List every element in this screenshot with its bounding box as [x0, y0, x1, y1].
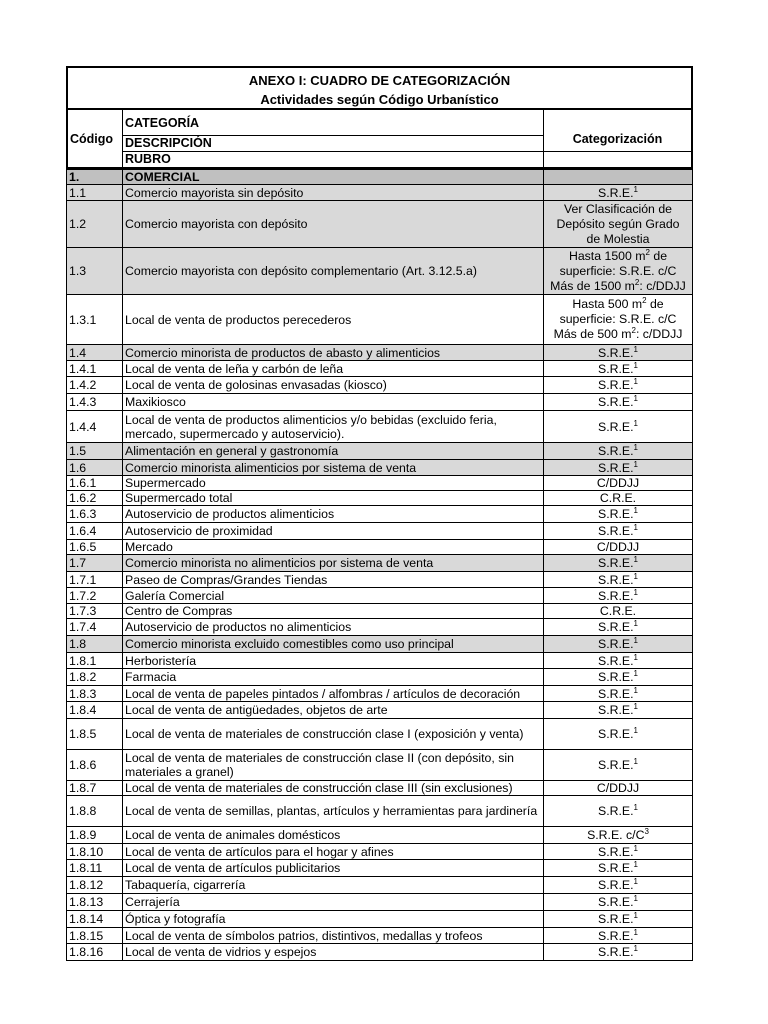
- categorization-value: S.R.E.: [598, 460, 634, 475]
- categorization-line: [546, 297, 690, 312]
- categorization-value: C.R.E.: [599, 491, 637, 505]
- row-description: Óptica y fotografía: [123, 911, 544, 928]
- header-categoria: CATEGORÍA: [125, 116, 200, 130]
- footnote-marker: 1: [633, 360, 638, 370]
- table-row: [67, 719, 693, 750]
- categorization-value: S.R.E.: [598, 686, 634, 701]
- table-row: [67, 394, 693, 411]
- footnote-marker: 1: [633, 701, 638, 711]
- table-row: [67, 170, 693, 185]
- categorization-value: S.R.E.: [598, 378, 634, 392]
- row-description: Autoservicio de productos alimenticios: [123, 506, 544, 523]
- table-row: [67, 604, 693, 619]
- row-categorization: [544, 844, 693, 860]
- row-categorization: [544, 248, 693, 295]
- row-code: 1.8.8: [67, 796, 123, 827]
- header-categoria-group: [123, 110, 543, 167]
- row-code: 1.2: [67, 201, 123, 248]
- row-description: Local de venta de semillas, plantas, artículos y herramientas para jardinería: [123, 796, 544, 827]
- table-row: [67, 491, 693, 506]
- row-description: Comercio minorista alimenticios por sistema de venta: [123, 460, 544, 476]
- row-description: Local de venta de materiales de construcción clase III (sin exclusiones): [123, 781, 544, 796]
- footnote-marker: 1: [633, 571, 638, 581]
- row-categorization: [544, 860, 693, 877]
- row-code: 1.8: [67, 636, 123, 653]
- categorization-value: S.R.E.: [598, 572, 634, 587]
- categorization-line: [546, 249, 690, 264]
- row-categorization: [544, 411, 693, 443]
- row-categorization: [544, 944, 693, 961]
- row-code: 1.8.2: [67, 669, 123, 686]
- document-subtitle: Actividades según Código Urbanístico: [260, 92, 499, 107]
- footnote-marker: 1: [633, 859, 638, 869]
- table-row: [67, 928, 693, 944]
- row-code: 1.8.15: [67, 928, 123, 944]
- superscript: 2: [642, 295, 647, 305]
- table-row: [67, 686, 693, 702]
- categorization-line: [546, 327, 690, 342]
- table-row: [67, 877, 693, 894]
- table-row: [67, 411, 693, 443]
- categorization-text: Hasta 500 m: [572, 297, 643, 311]
- row-description: Comercio mayorista con depósito: [123, 201, 544, 248]
- row-description: Tabaquería, cigarrería: [123, 877, 544, 894]
- categorization-value: S.R.E.: [598, 185, 634, 200]
- row-description: Alimentación en general y gastronomía: [123, 443, 544, 460]
- table-row: [67, 361, 693, 377]
- row-categorization: [544, 719, 693, 750]
- footnote-marker: 1: [633, 522, 638, 532]
- row-categorization: [544, 170, 693, 185]
- categorization-text: : c/DDJJ: [639, 278, 686, 293]
- categorization-value: S.R.E.: [598, 395, 634, 409]
- categorization-value: S.R.E.: [598, 345, 634, 360]
- activities-table-body: [67, 170, 693, 961]
- footnote-marker: 1: [633, 393, 638, 403]
- row-code: 1.8.6: [67, 750, 123, 781]
- row-description: Local de venta de animales domésticos: [123, 827, 544, 844]
- categorization-text: Más de 1500 m: [550, 278, 635, 293]
- row-code: 1.8.9: [67, 827, 123, 844]
- categorization-value: S.R.E.: [598, 945, 634, 959]
- row-description: Paseo de Compras/Grandes Tiendas: [123, 572, 544, 588]
- row-code: 1.1: [67, 185, 123, 201]
- table-row: [67, 894, 693, 911]
- categorization-text: Más de 500 m: [553, 327, 632, 341]
- categorization-value: S.R.E.: [598, 861, 634, 875]
- row-code: 1.8.4: [67, 702, 123, 719]
- row-categorization: [544, 476, 693, 491]
- superscript: 2: [645, 247, 650, 257]
- table-row: [67, 796, 693, 827]
- categorization-value: S.R.E.: [598, 419, 634, 434]
- row-code: 1.7.1: [67, 572, 123, 588]
- row-code: 1.8.1: [67, 653, 123, 669]
- row-categorization: [544, 555, 693, 572]
- footnote-marker: 1: [633, 442, 638, 452]
- row-description: Comercio minorista excluido comestibles como uso principal: [123, 636, 544, 653]
- row-code: 1.6.3: [67, 506, 123, 523]
- row-categorization: [544, 185, 693, 201]
- row-categorization: [544, 588, 693, 604]
- row-categorization: [544, 604, 693, 619]
- row-description: Herboristería: [123, 653, 544, 669]
- footnote-marker: 1: [633, 505, 638, 515]
- footnote-marker: 1: [633, 843, 638, 853]
- footnote-marker: 1: [633, 685, 638, 695]
- categorization-value: S.R.E.: [598, 727, 634, 741]
- table-row: [67, 248, 693, 295]
- row-description: Local de venta de golosinas envasadas (kiosco): [123, 377, 544, 394]
- footnote-marker: 1: [633, 943, 638, 953]
- table-row: [67, 750, 693, 781]
- footnote-marker: 1: [633, 554, 638, 564]
- row-description: Autoservicio de proximidad: [123, 523, 544, 540]
- row-description: Comercio mayorista con depósito complementario (Art. 3.12.5.a): [123, 248, 544, 295]
- categorization-value: S.R.E.: [598, 524, 634, 538]
- categorization-value: C/DDJJ: [596, 540, 640, 554]
- footnote-marker: 1: [633, 376, 638, 386]
- categorization-value: S.R.E.: [598, 758, 634, 772]
- table-row: [67, 944, 693, 961]
- header-divider: [543, 151, 691, 152]
- row-categorization: [544, 345, 693, 361]
- footnote-marker: 1: [633, 725, 638, 735]
- categorization-value: S.R.E.: [598, 620, 634, 634]
- superscript: 2: [634, 277, 640, 287]
- categorization-value: S.R.E.: [598, 703, 634, 717]
- row-code: 1.6.1: [67, 476, 123, 491]
- categorization-line: [546, 279, 690, 294]
- table-row: [67, 702, 693, 719]
- table-row: [67, 669, 693, 686]
- footnote-marker: 1: [633, 635, 638, 645]
- row-description: Supermercado total: [123, 491, 544, 506]
- row-code: 1.: [67, 170, 123, 185]
- categorization-value: S.R.E.: [598, 844, 634, 859]
- row-description: COMERCIAL: [123, 170, 544, 185]
- row-code: 1.8.11: [67, 860, 123, 877]
- row-categorization: [544, 619, 693, 636]
- footnote-marker: 3: [644, 826, 649, 836]
- row-code: 1.8.12: [67, 877, 123, 894]
- row-code: 1.3.1: [67, 295, 123, 345]
- table-row: [67, 540, 693, 555]
- row-categorization: [544, 928, 693, 944]
- row-categorization: [544, 491, 693, 506]
- row-categorization: [544, 394, 693, 411]
- table-row: [67, 827, 693, 844]
- row-categorization: [544, 443, 693, 460]
- table-row: [67, 781, 693, 796]
- row-code: 1.3: [67, 248, 123, 295]
- row-description: Centro de Compras: [123, 604, 544, 619]
- document-title-box: [66, 66, 693, 110]
- categorization-value: S.R.E.: [598, 588, 634, 603]
- footnote-marker: 1: [633, 802, 638, 812]
- table-row: [67, 653, 693, 669]
- table-row: [67, 588, 693, 604]
- footnote-marker: 1: [633, 927, 638, 937]
- row-code: 1.8.10: [67, 844, 123, 860]
- row-categorization: [544, 572, 693, 588]
- row-code: 1.8.7: [67, 781, 123, 796]
- table-row: [67, 476, 693, 491]
- row-code: 1.4.1: [67, 361, 123, 377]
- footnote-marker: 1: [633, 756, 638, 766]
- row-code: 1.8.13: [67, 894, 123, 911]
- categorization-value: S.R.E.: [598, 804, 634, 818]
- document-title: ANEXO I: CUADRO DE CATEGORIZACIÓN: [248, 73, 511, 88]
- categorization-line: [546, 312, 690, 327]
- row-description: Local de venta de materiales de construcción clase I (exposición y venta): [123, 719, 544, 750]
- row-description: Autoservicio de productos no alimenticios: [123, 619, 544, 636]
- categorization-value: S.R.E.: [598, 361, 634, 376]
- row-categorization: [544, 796, 693, 827]
- table-row: [67, 377, 693, 394]
- footnote-marker: 1: [633, 459, 638, 469]
- row-code: 1.8.3: [67, 686, 123, 702]
- row-categorization: [544, 702, 693, 719]
- row-description: Local de venta de símbolos patrios, distintivos, medallas y trofeos: [123, 928, 544, 944]
- footnote-marker: 1: [633, 418, 638, 428]
- row-categorization: [544, 295, 693, 345]
- footnote-marker: 1: [633, 893, 638, 903]
- row-description: Local de venta de papeles pintados / alfombras / artículos de decoración: [123, 686, 544, 702]
- row-categorization: [544, 377, 693, 394]
- row-categorization: [544, 636, 693, 653]
- categorization-line: [546, 264, 690, 279]
- footnote-marker: 1: [633, 618, 638, 628]
- categorization-text: : c/DDJJ: [635, 327, 683, 341]
- categorization-value: S.R.E.: [598, 507, 634, 521]
- row-description: Local de venta de artículos para el hogar y afines: [123, 844, 544, 860]
- row-code: 1.4: [67, 345, 123, 361]
- categorization-text: de: [649, 248, 668, 263]
- row-code: 1.7.3: [67, 604, 123, 619]
- categorization-text: superficie: S.R.E. c/C: [559, 312, 677, 326]
- table-row: [67, 636, 693, 653]
- categorization-text: de: [646, 297, 664, 311]
- footnote-marker: 1: [633, 876, 638, 886]
- row-description: Comercio minorista no alimenticios por sistema de venta: [123, 555, 544, 572]
- categorization-value: S.R.E.: [598, 878, 634, 892]
- footnote-marker: 1: [633, 587, 638, 597]
- table-row: [67, 443, 693, 460]
- table-row: [67, 345, 693, 361]
- row-description: Comercio minorista de productos de abasto y alimenticios: [123, 345, 544, 361]
- row-description: Local de venta de artículos publicitarios: [123, 860, 544, 877]
- row-categorization: [544, 781, 693, 796]
- superscript: 2: [631, 325, 636, 335]
- footnote-marker: 1: [633, 652, 638, 662]
- row-categorization: [544, 827, 693, 844]
- categorization-text: superficie: S.R.E. c/C: [559, 263, 677, 278]
- row-description: Local de venta de antigüedades, objetos de arte: [123, 702, 544, 719]
- table-row: [67, 555, 693, 572]
- categorization-sheet: [66, 66, 693, 961]
- footnote-marker: 1: [633, 184, 638, 194]
- row-code: 1.6.2: [67, 491, 123, 506]
- categorization-value: Ver Clasificación de Depósito según Grado de Molestia: [556, 201, 680, 246]
- categorization-value: S.R.E. c/C: [587, 828, 645, 842]
- row-categorization: [544, 506, 693, 523]
- row-categorization: [544, 669, 693, 686]
- row-description: Galería Comercial: [123, 588, 544, 604]
- row-categorization: [544, 201, 693, 248]
- row-categorization: [544, 653, 693, 669]
- categorization-value: S.R.E.: [598, 928, 634, 943]
- row-code: 1.6: [67, 460, 123, 476]
- row-categorization: [544, 523, 693, 540]
- footnote-marker: 1: [633, 344, 638, 354]
- header-rubro: RUBRO: [125, 152, 171, 166]
- categorization-value: S.R.E.: [598, 895, 634, 909]
- row-code: 1.6.5: [67, 540, 123, 555]
- table-row: [67, 506, 693, 523]
- row-categorization: [544, 894, 693, 911]
- row-categorization: [544, 460, 693, 476]
- row-code: 1.5: [67, 443, 123, 460]
- table-row: [67, 860, 693, 877]
- categorization-value: S.R.E.: [598, 556, 634, 570]
- row-categorization: [544, 686, 693, 702]
- row-code: 1.4.2: [67, 377, 123, 394]
- row-categorization: [544, 750, 693, 781]
- table-row: [67, 201, 693, 248]
- table-row: [67, 460, 693, 476]
- row-code: 1.7.2: [67, 588, 123, 604]
- header-descripcion: DESCRIPCIÓN: [123, 135, 543, 152]
- header-codigo: Código: [68, 110, 123, 167]
- table-row: [67, 185, 693, 201]
- row-categorization: [544, 361, 693, 377]
- row-description: Local de venta de productos alimenticios y/o bebidas (excluido feria, mercado, supermercado y autoservicio).: [123, 411, 544, 443]
- row-description: Local de venta de productos perecederos: [123, 295, 544, 345]
- row-description: Cerrajería: [123, 894, 544, 911]
- categorization-text: Hasta 1500 m: [568, 248, 646, 263]
- table-row: [67, 619, 693, 636]
- header-categorizacion: Categorización: [543, 110, 691, 167]
- row-description: Local de venta de materiales de construcción clase II (con depósito, sin materiales a granel): [123, 750, 544, 781]
- categorization-value: S.R.E.: [598, 912, 634, 926]
- row-description: Maxikiosco: [123, 394, 544, 411]
- row-description: Supermercado: [123, 476, 544, 491]
- row-code: 1.6.4: [67, 523, 123, 540]
- table-row: [67, 295, 693, 345]
- row-categorization: [544, 877, 693, 894]
- row-code: 1.7.4: [67, 619, 123, 636]
- categorization-value: S.R.E.: [598, 653, 634, 668]
- row-description: Comercio mayorista sin depósito: [123, 185, 544, 201]
- row-code: 1.4.4: [67, 411, 123, 443]
- activities-table: [66, 169, 693, 961]
- table-row: [67, 572, 693, 588]
- categorization-value: C/DDJJ: [596, 476, 640, 490]
- row-code: 1.8.5: [67, 719, 123, 750]
- row-categorization: [544, 911, 693, 928]
- row-description: Local de venta de vidrios y espejos: [123, 944, 544, 961]
- row-description: Local de venta de leña y carbón de leña: [123, 361, 544, 377]
- table-row: [67, 523, 693, 540]
- table-row: [67, 844, 693, 860]
- footnote-marker: 1: [633, 668, 638, 678]
- categorization-value: S.R.E.: [598, 670, 634, 684]
- categorization-value: C/DDJJ: [596, 781, 640, 795]
- row-code: 1.7: [67, 555, 123, 572]
- row-code: 1.8.14: [67, 911, 123, 928]
- categorization-value: S.R.E.: [598, 637, 634, 651]
- row-categorization: [544, 540, 693, 555]
- categorization-value: S.R.E.: [598, 444, 634, 458]
- row-description: Mercado: [123, 540, 544, 555]
- table-row: [67, 911, 693, 928]
- footnote-marker: 1: [633, 910, 638, 920]
- row-description: Farmacia: [123, 669, 544, 686]
- categorization-value: C.R.E.: [599, 604, 637, 618]
- row-code: 1.4.3: [67, 394, 123, 411]
- table-header: [66, 110, 693, 169]
- row-code: 1.8.16: [67, 944, 123, 961]
